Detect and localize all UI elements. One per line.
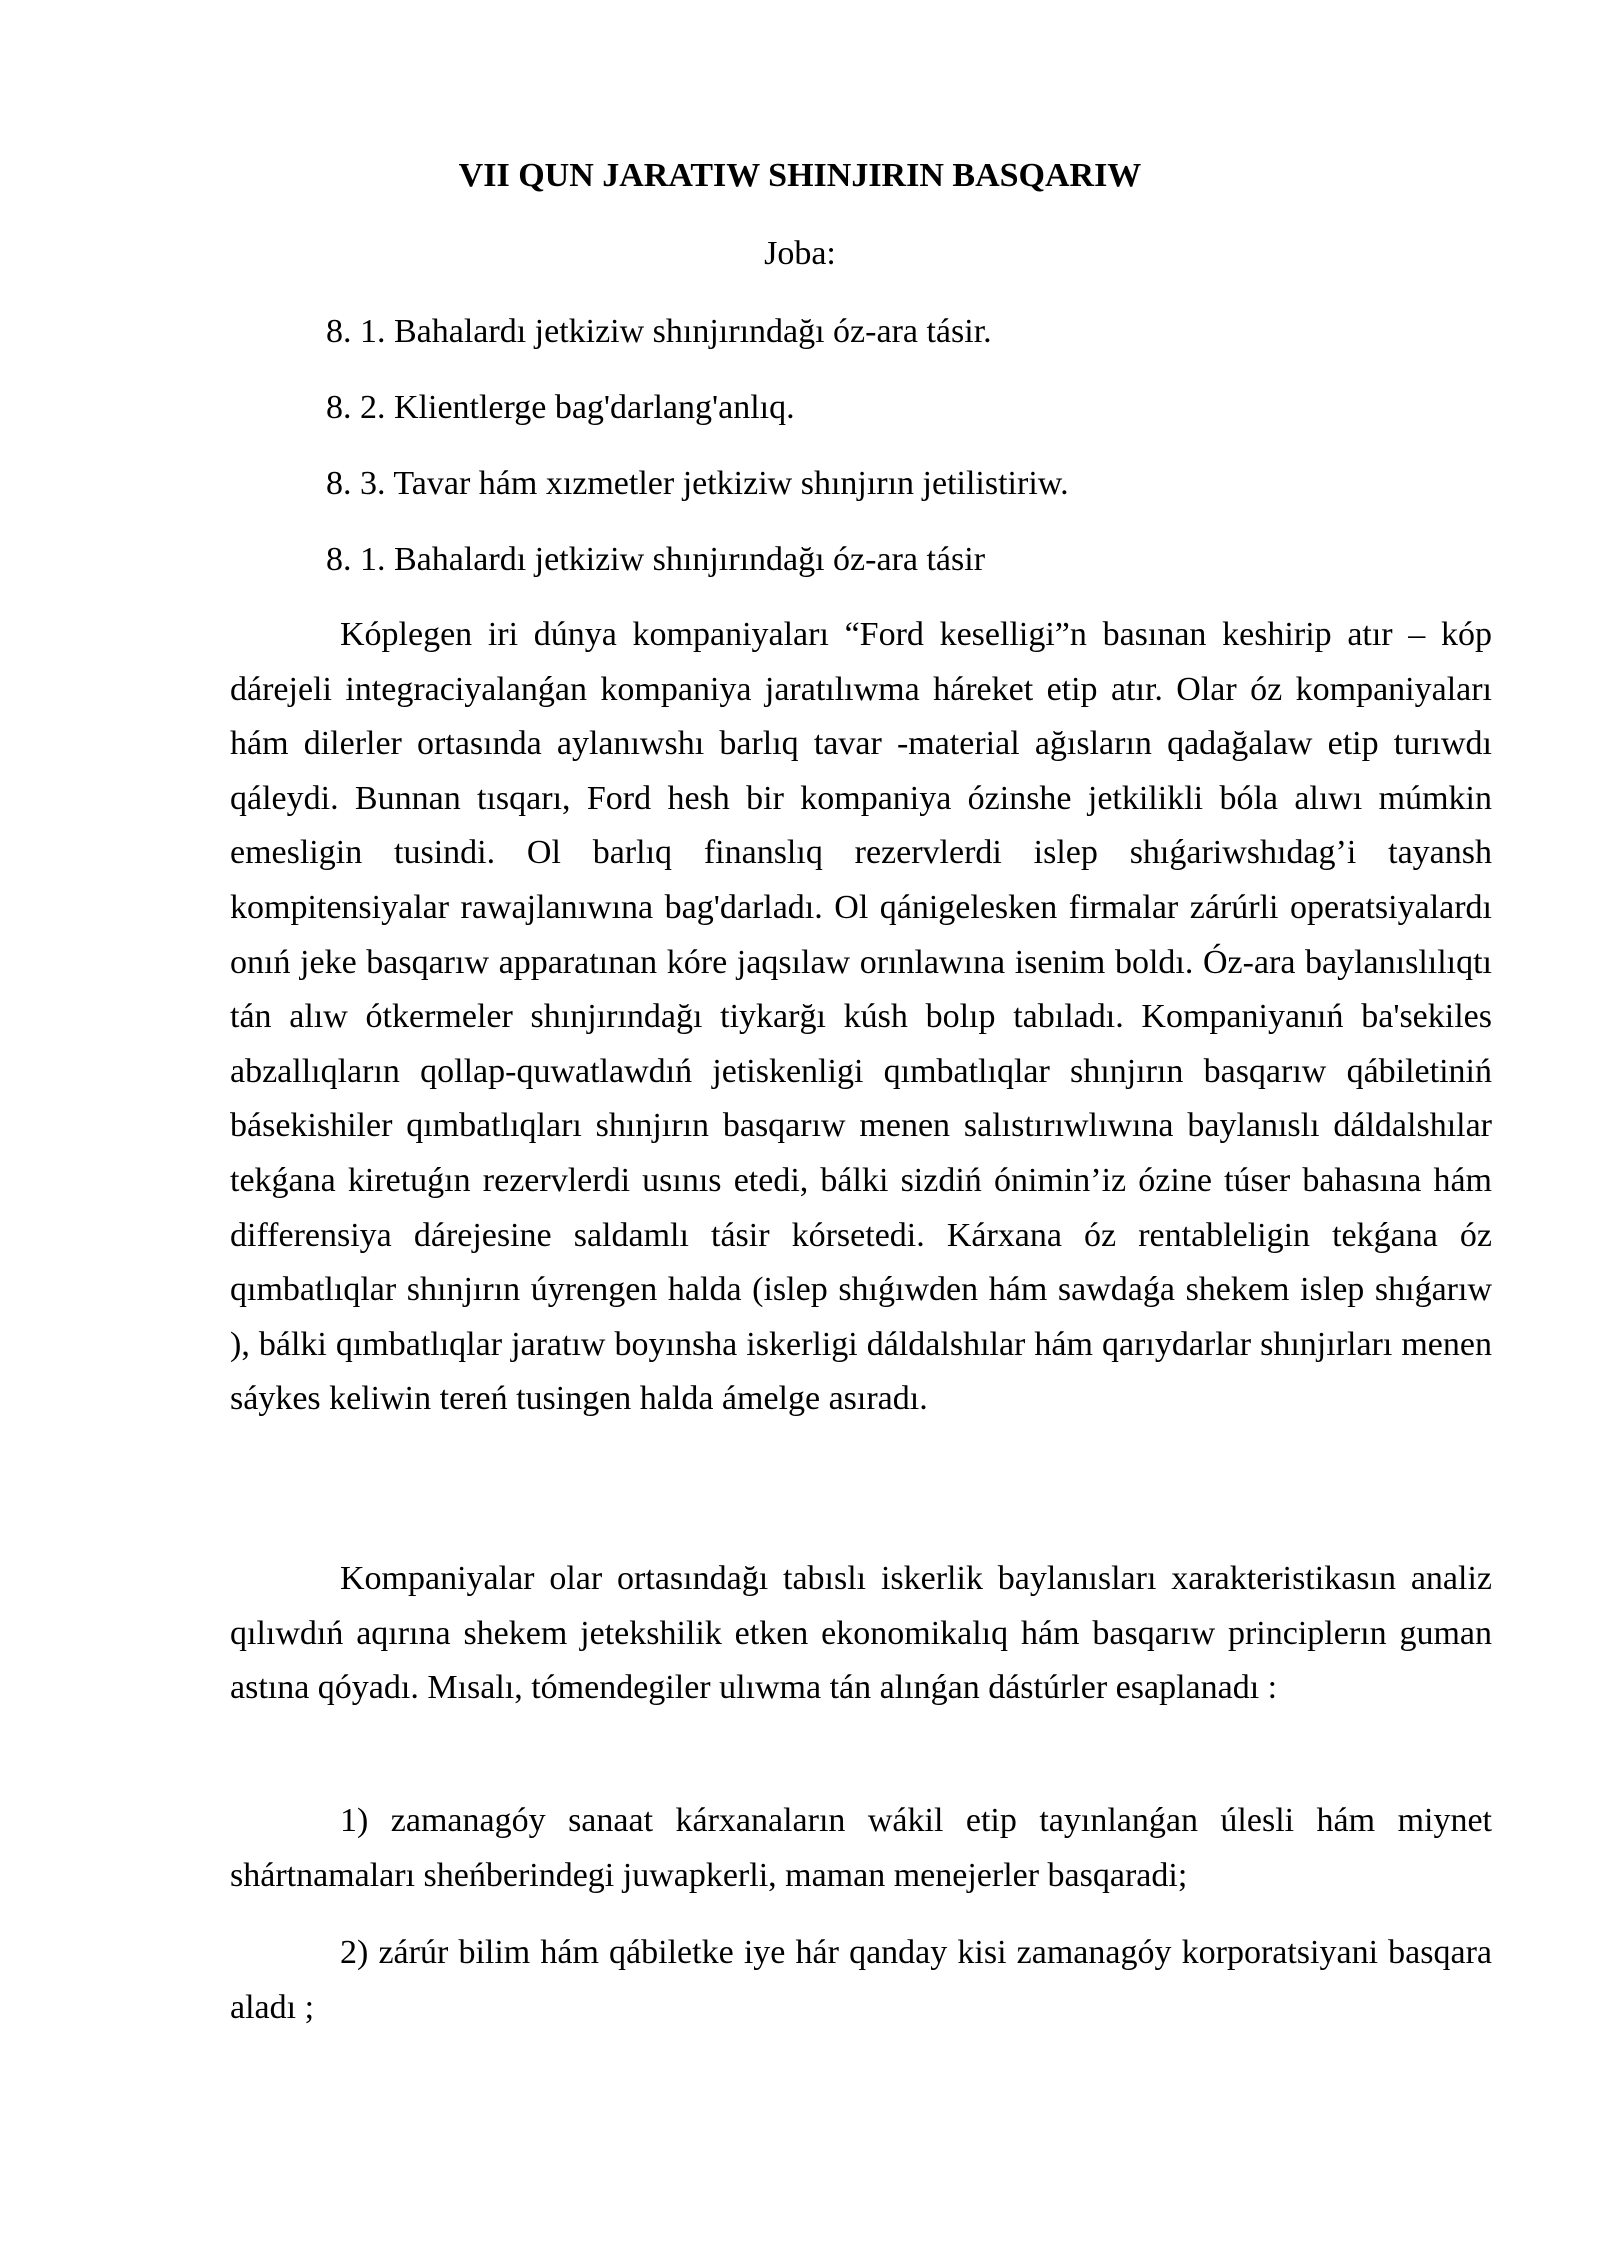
outline-item: 8. 3. Tavar hám xızmetler jetkiziw shınjırın jetilistiriw. — [326, 465, 1069, 502]
list-item-paragraph: 2) zárúr bilim hám qábiletke iye hár qanday kisi zamanagóy korporatsiyani basqara aladı ; — [230, 1934, 1492, 2026]
outline-item: 8. 2. Klientlerge bag'darlang'anlıq. — [326, 389, 795, 426]
document-title: VII QUN JARATIW SHINJIRIN BASQARIW — [458, 157, 1142, 194]
body-paragraph: Kóplegen iri dúnya kompaniyaları “Ford keselligi”n basınan keshirip atır – kóp dárejeli integraciyalanǵan kompaniya jaratılıwma háreket etip atır. Olar óz kompaniyaları hám dilerler ortasında aylanıwshı barlıq tavar -material ağısların qadağalaw etip turıwdı qáleydi. Bunnan tısqarı, Ford hesh bir kompaniya ózinshe jetkilikli bóla alıwı múmkin emesligin tusindi. Ol barlıq finanslıq rezervlerdi islep shıǵariwshıdag’i tayansh kompitensiyalar rawajlanıwına bag'darladı. Ol qánigelesken firmalar zárúrli operatsiyalardı onıń jeke basqarıw apparatınan kóre jaqsılaw orınlawına isenim boldı. Óz-ara baylanıslılıqtı tán alıw ótkermeler shınjırındağı tiykarğı kúsh bolıp tabıladı. Kompaniyanıń ba'sekiles abzallıqların qollap-quwatlawdıń jetiskenligi qımbatlıqlar shınjırın basqarıw qábiletiniń básekishiler qımbatlıqları shınjırın basqarıw menen salıstırıwlıwına baylanıslı dáldalshılar tekǵana kiretuǵın rezervlerdi usınıs etedi, bálki sizdiń ónimin’iz ózine túser bahasına hám differensiya dárejesine saldamlı tásir kórsetedi. Kárxana óz rentableligin tekǵana óz qımbatlıqlar shınjırın úyrengen halda (islep shıǵıwden hám sawdaǵa shekem islep shıǵarıw ), bálki qımbatlıqlar jaratıw boyınsha iskerligi dáldalshılar hám qarıydarlar shınjırları menen sáykes keliwin tereń tusingen halda ámelge asıradı. — [230, 616, 1492, 1418]
body-paragraph: Kompaniyalar olar ortasındağı tabıslı iskerlik baylanısları xarakteristikasın analiz qılıwdıń aqırına shekem jetekshilik etken ekonomikalıq hám basqarıw principlerın guman astına qóyadı. Mısalı, tómendegiler ulıwma tán alınǵan dástúrler esaplanadı : — [230, 1560, 1492, 1707]
list-item-paragraph: 1) zamanagóy sanaat kárxanaların wákil etip tayınlanǵan úlesli hám miynet shártnamaları sheńberindegi juwapkerli, maman menejerler basqaradi; — [230, 1802, 1492, 1894]
outline-item: 8. 1. Bahalardı jetkiziw shınjırındağı óz-ara tásir. — [326, 313, 992, 350]
section-heading: 8. 1. Bahalardı jetkiziw shınjırındağı óz-ara tásir — [326, 541, 986, 578]
plan-heading: Joba: — [764, 235, 836, 272]
